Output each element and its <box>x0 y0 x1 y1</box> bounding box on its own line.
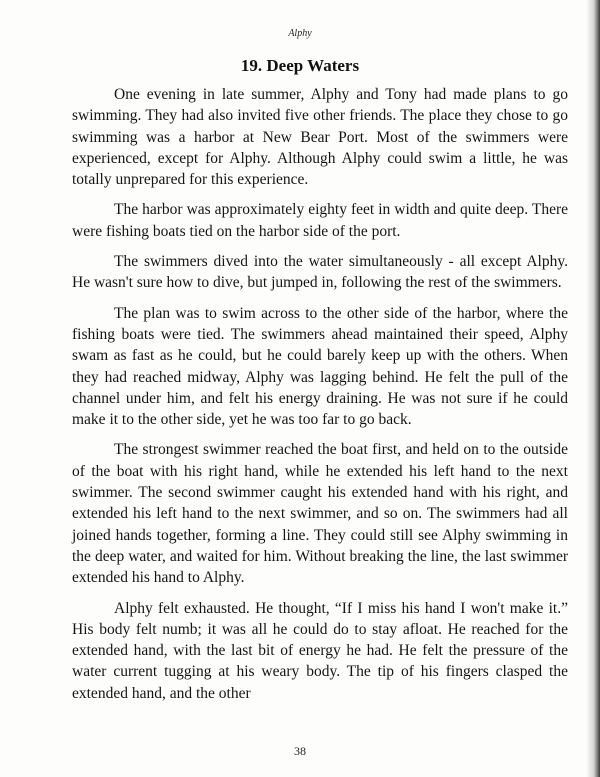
page-number: 38 <box>294 744 306 758</box>
paragraph: The swimmers dived into the water simultaneously - all except Alphy. He wasn't sure how to dive, but jumped in, following the rest of the swimmers. <box>72 253 568 292</box>
paragraph: The harbor was approximately eighty feet in width and quite deep. There were fishing boats tied on the harbor side of the port. <box>72 201 568 240</box>
chapter-body <box>72 84 568 713</box>
chapter-title: 19. Deep Waters <box>240 56 360 75</box>
paragraph: One evening in late summer, Alphy and Tony had made plans to go swimming. They had also invited five other friends. The place they chose to go swimming was a harbor at New Bear Port. Most of the swimmers were experienced, except for Alphy. Although Alphy could swim a little, he was totally unprepared for this experience. <box>72 86 568 189</box>
paragraph: The strongest swimmer reached the boat first, and held on to the outside of the boat with his right hand, while he extended his left hand to the next swimmer. The second swimmer caught his extended hand with his right, and extended his left hand to the next swimmer, and so on. The swimmers had all joined hands together, forming a line. They could still see Alphy swimming in the deep water, and waited for him. Without breaking the line, the last swimmer extended his hand to Alphy. <box>72 441 568 587</box>
paragraph: The plan was to swim across to the other side of the harbor, where the fishing boats were tied. The swimmers ahead maintained their speed, Alphy swam as fast as he could, but he could barely keep up with the others. When they had reached midway, Alphy was lagging behind. He felt the pull of the channel under him, and felt his energy draining. He was not sure if he could make it to the other side, yet he was too far to go back. <box>72 304 568 429</box>
page-edge-shadow <box>586 0 600 777</box>
running-header: Alphy <box>288 28 312 39</box>
paragraph: Alphy felt exhausted. He thought, “If I miss his hand I won't make it.” His body felt numb; it was all he could do to stay afloat. He reached for the extended hand, with the last bit of energy he had. He felt the pressure of the water current tugging at his weary body. The tip of his fingers clasped the extended hand, and the other <box>72 599 568 702</box>
